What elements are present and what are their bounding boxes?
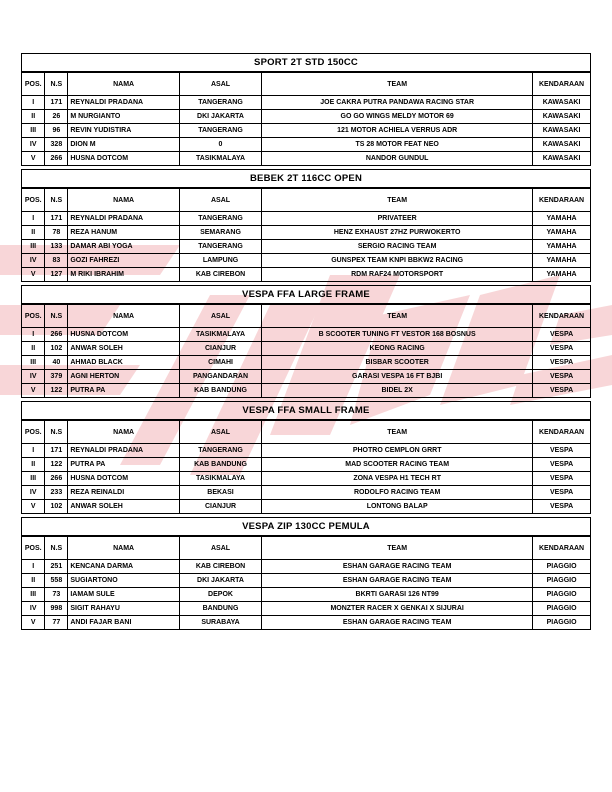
table-row bbox=[22, 486, 590, 500]
cell-pos: III bbox=[22, 240, 45, 254]
cell-asal: TANGERANG bbox=[179, 444, 261, 458]
cell-kendaraan: VESPA bbox=[533, 356, 590, 370]
column-header-ns: N.S bbox=[45, 537, 68, 560]
cell-kendaraan: VESPA bbox=[533, 342, 590, 356]
cell-asal: PANGANDARAN bbox=[179, 370, 261, 384]
table-row bbox=[22, 472, 590, 486]
cell-team: KEONG RACING bbox=[262, 342, 533, 356]
results-document bbox=[21, 53, 591, 633]
column-header-asal: ASAL bbox=[179, 537, 261, 560]
cell-nama: M NURGIANTO bbox=[68, 110, 180, 124]
cell-pos: V bbox=[22, 268, 45, 282]
cell-ns: 171 bbox=[45, 444, 68, 458]
cell-pos: IV bbox=[22, 370, 45, 384]
cell-ns: 266 bbox=[45, 152, 68, 166]
cell-nama: REYNALDI PRADANA bbox=[68, 444, 180, 458]
table-row bbox=[22, 254, 590, 268]
table-row bbox=[22, 110, 590, 124]
cell-asal: KAB CIREBON bbox=[179, 268, 261, 282]
column-header-kendaraan: KENDARAAN bbox=[533, 305, 590, 328]
cell-team: 121 MOTOR ACHIELA VERRUS ADR bbox=[262, 124, 533, 138]
cell-asal: TANGERANG bbox=[179, 96, 261, 110]
cell-team: NANDOR GUNDUL bbox=[262, 152, 533, 166]
cell-asal: DKI JAKARTA bbox=[179, 110, 261, 124]
cell-ns: 998 bbox=[45, 602, 68, 616]
cell-team: ESHAN GARAGE RACING TEAM bbox=[262, 574, 533, 588]
cell-pos: II bbox=[22, 574, 45, 588]
results-table bbox=[22, 72, 590, 165]
section-title: VESPA FFA SMALL FRAME bbox=[22, 402, 590, 420]
table-row bbox=[22, 328, 590, 342]
cell-kendaraan: PIAGGIO bbox=[533, 574, 590, 588]
section-title: VESPA FFA LARGE FRAME bbox=[22, 286, 590, 304]
cell-ns: 96 bbox=[45, 124, 68, 138]
cell-ns: 171 bbox=[45, 212, 68, 226]
cell-ns: 122 bbox=[45, 458, 68, 472]
cell-nama: ANDI FAJAR BANI bbox=[68, 616, 180, 630]
column-header-nama: NAMA bbox=[68, 73, 180, 96]
cell-kendaraan: YAMAHA bbox=[533, 240, 590, 254]
cell-ns: 251 bbox=[45, 560, 68, 574]
table-row bbox=[22, 356, 590, 370]
cell-pos: IV bbox=[22, 138, 45, 152]
table-row bbox=[22, 574, 590, 588]
cell-kendaraan: VESPA bbox=[533, 500, 590, 514]
column-header-nama: NAMA bbox=[68, 189, 180, 212]
cell-asal: KAB BANDUNG bbox=[179, 384, 261, 398]
cell-team: RDM RAF24 MOTORSPORT bbox=[262, 268, 533, 282]
cell-nama: REVIN YUDISTIRA bbox=[68, 124, 180, 138]
cell-pos: II bbox=[22, 226, 45, 240]
cell-kendaraan: YAMAHA bbox=[533, 268, 590, 282]
cell-team: JOE CAKRA PUTRA PANDAWA RACING STAR bbox=[262, 96, 533, 110]
table-row bbox=[22, 124, 590, 138]
cell-nama: REYNALDI PRADANA bbox=[68, 96, 180, 110]
cell-pos: V bbox=[22, 152, 45, 166]
cell-pos: II bbox=[22, 458, 45, 472]
cell-ns: 83 bbox=[45, 254, 68, 268]
cell-team: MONZTER RACER X GENKAI X SIJURAI bbox=[262, 602, 533, 616]
cell-ns: 233 bbox=[45, 486, 68, 500]
cell-team: ESHAN GARAGE RACING TEAM bbox=[262, 616, 533, 630]
cell-kendaraan: KAWASAKI bbox=[533, 152, 590, 166]
table-row bbox=[22, 212, 590, 226]
column-header-asal: ASAL bbox=[179, 305, 261, 328]
cell-nama: GOZI FAHREZI bbox=[68, 254, 180, 268]
cell-asal: TASIKMALAYA bbox=[179, 328, 261, 342]
column-header-team: TEAM bbox=[262, 73, 533, 96]
cell-pos: V bbox=[22, 616, 45, 630]
cell-team: PHOTRO CEMPLON GRRT bbox=[262, 444, 533, 458]
cell-team: ESHAN GARAGE RACING TEAM bbox=[262, 560, 533, 574]
cell-ns: 102 bbox=[45, 342, 68, 356]
results-section bbox=[21, 169, 591, 282]
cell-team: GARASI VESPA 16 FT BJBI bbox=[262, 370, 533, 384]
cell-pos: III bbox=[22, 356, 45, 370]
cell-kendaraan: PIAGGIO bbox=[533, 616, 590, 630]
cell-kendaraan: YAMAHA bbox=[533, 212, 590, 226]
cell-nama: M RIKI IBRAHIM bbox=[68, 268, 180, 282]
column-header-team: TEAM bbox=[262, 189, 533, 212]
cell-team: SERGIO RACING TEAM bbox=[262, 240, 533, 254]
table-row bbox=[22, 458, 590, 472]
cell-kendaraan: KAWASAKI bbox=[533, 138, 590, 152]
section-title: SPORT 2T STD 150CC bbox=[22, 54, 590, 72]
cell-kendaraan: VESPA bbox=[533, 458, 590, 472]
column-header-pos: POS. bbox=[22, 537, 45, 560]
cell-pos: V bbox=[22, 500, 45, 514]
column-header-ns: N.S bbox=[45, 305, 68, 328]
table-row bbox=[22, 138, 590, 152]
cell-ns: 40 bbox=[45, 356, 68, 370]
column-header-team: TEAM bbox=[262, 537, 533, 560]
column-header-pos: POS. bbox=[22, 189, 45, 212]
cell-ns: 133 bbox=[45, 240, 68, 254]
cell-nama: KENCANA DARMA bbox=[68, 560, 180, 574]
column-header-asal: ASAL bbox=[179, 73, 261, 96]
cell-kendaraan: PIAGGIO bbox=[533, 588, 590, 602]
cell-team: B SCOOTER TUNING FT VESTOR 168 BOSNUS bbox=[262, 328, 533, 342]
cell-ns: 102 bbox=[45, 500, 68, 514]
column-header-kendaraan: KENDARAAN bbox=[533, 189, 590, 212]
cell-asal: TASIKMALAYA bbox=[179, 152, 261, 166]
cell-asal: BANDUNG bbox=[179, 602, 261, 616]
cell-nama: PUTRA PA bbox=[68, 384, 180, 398]
results-section bbox=[21, 401, 591, 514]
cell-kendaraan: KAWASAKI bbox=[533, 124, 590, 138]
table-row bbox=[22, 152, 590, 166]
column-header-kendaraan: KENDARAAN bbox=[533, 537, 590, 560]
cell-nama: DAMAR ABI YOGA bbox=[68, 240, 180, 254]
results-section bbox=[21, 53, 591, 166]
cell-nama: HUSNA DOTCOM bbox=[68, 152, 180, 166]
cell-asal: CIANJUR bbox=[179, 342, 261, 356]
cell-kendaraan: VESPA bbox=[533, 384, 590, 398]
cell-pos: II bbox=[22, 342, 45, 356]
cell-nama: AHMAD BLACK bbox=[68, 356, 180, 370]
cell-nama: REZA REINALDI bbox=[68, 486, 180, 500]
header-row bbox=[22, 305, 590, 328]
cell-kendaraan: VESPA bbox=[533, 370, 590, 384]
cell-nama: HUSNA DOTCOM bbox=[68, 328, 180, 342]
cell-kendaraan: VESPA bbox=[533, 328, 590, 342]
results-table bbox=[22, 420, 590, 513]
results-table bbox=[22, 536, 590, 629]
cell-team: PRIVATEER bbox=[262, 212, 533, 226]
cell-pos: I bbox=[22, 444, 45, 458]
cell-nama: SIGIT RAHAYU bbox=[68, 602, 180, 616]
cell-asal: BEKASI bbox=[179, 486, 261, 500]
cell-asal: KAB BANDUNG bbox=[179, 458, 261, 472]
cell-ns: 328 bbox=[45, 138, 68, 152]
cell-team: LONTONG BALAP bbox=[262, 500, 533, 514]
cell-team: BISBAR SCOOTER bbox=[262, 356, 533, 370]
cell-pos: I bbox=[22, 328, 45, 342]
cell-nama: PUTRA PA bbox=[68, 458, 180, 472]
cell-asal: DEPOK bbox=[179, 588, 261, 602]
table-row bbox=[22, 602, 590, 616]
column-header-pos: POS. bbox=[22, 73, 45, 96]
cell-nama: DION M bbox=[68, 138, 180, 152]
cell-asal: TANGERANG bbox=[179, 212, 261, 226]
cell-team: RODOLFO RACING TEAM bbox=[262, 486, 533, 500]
cell-team: HENZ EXHAUST 27HZ PURWOKERTO bbox=[262, 226, 533, 240]
cell-asal: KAB CIREBON bbox=[179, 560, 261, 574]
header-row bbox=[22, 73, 590, 96]
table-row bbox=[22, 342, 590, 356]
cell-asal: TANGERANG bbox=[179, 124, 261, 138]
table-row bbox=[22, 96, 590, 110]
results-table bbox=[22, 304, 590, 397]
table-row bbox=[22, 616, 590, 630]
cell-asal: TANGERANG bbox=[179, 240, 261, 254]
cell-asal: CIANJUR bbox=[179, 500, 261, 514]
column-header-pos: POS. bbox=[22, 305, 45, 328]
cell-pos: III bbox=[22, 472, 45, 486]
table-row bbox=[22, 588, 590, 602]
section-title: BEBEK 2T 116CC OPEN bbox=[22, 170, 590, 188]
cell-nama: REYNALDI PRADANA bbox=[68, 212, 180, 226]
cell-pos: III bbox=[22, 124, 45, 138]
cell-team: GUNSPEX TEAM KNPI BBKW2 RACING bbox=[262, 254, 533, 268]
results-section bbox=[21, 517, 591, 630]
cell-team: ZONA VESPA H1 TECH RT bbox=[262, 472, 533, 486]
column-header-ns: N.S bbox=[45, 421, 68, 444]
cell-nama: SUGIARTONO bbox=[68, 574, 180, 588]
cell-asal: LAMPUNG bbox=[179, 254, 261, 268]
cell-kendaraan: KAWASAKI bbox=[533, 96, 590, 110]
cell-ns: 379 bbox=[45, 370, 68, 384]
header-row bbox=[22, 189, 590, 212]
cell-pos: II bbox=[22, 110, 45, 124]
cell-team: TS 28 MOTOR FEAT NEO bbox=[262, 138, 533, 152]
cell-pos: IV bbox=[22, 254, 45, 268]
column-header-asal: ASAL bbox=[179, 189, 261, 212]
cell-pos: I bbox=[22, 96, 45, 110]
cell-nama: HUSNA DOTCOM bbox=[68, 472, 180, 486]
table-row bbox=[22, 240, 590, 254]
cell-kendaraan: PIAGGIO bbox=[533, 602, 590, 616]
cell-team: GO GO WINGS MELDY MOTOR 69 bbox=[262, 110, 533, 124]
cell-pos: IV bbox=[22, 486, 45, 500]
cell-pos: V bbox=[22, 384, 45, 398]
table-row bbox=[22, 384, 590, 398]
results-section bbox=[21, 285, 591, 398]
cell-team: BIDEL 2X bbox=[262, 384, 533, 398]
cell-ns: 77 bbox=[45, 616, 68, 630]
column-header-ns: N.S bbox=[45, 189, 68, 212]
cell-kendaraan: KAWASAKI bbox=[533, 110, 590, 124]
cell-asal: SURABAYA bbox=[179, 616, 261, 630]
cell-asal: 0 bbox=[179, 138, 261, 152]
column-header-ns: N.S bbox=[45, 73, 68, 96]
cell-kendaraan: VESPA bbox=[533, 444, 590, 458]
cell-asal: CIMAHI bbox=[179, 356, 261, 370]
cell-asal: SEMARANG bbox=[179, 226, 261, 240]
cell-pos: III bbox=[22, 588, 45, 602]
table-row bbox=[22, 500, 590, 514]
cell-ns: 122 bbox=[45, 384, 68, 398]
cell-nama: AGNI HERTON bbox=[68, 370, 180, 384]
cell-kendaraan: PIAGGIO bbox=[533, 560, 590, 574]
table-row bbox=[22, 268, 590, 282]
cell-ns: 26 bbox=[45, 110, 68, 124]
cell-pos: I bbox=[22, 560, 45, 574]
table-row bbox=[22, 226, 590, 240]
column-header-kendaraan: KENDARAAN bbox=[533, 421, 590, 444]
cell-ns: 73 bbox=[45, 588, 68, 602]
column-header-team: TEAM bbox=[262, 305, 533, 328]
table-row bbox=[22, 560, 590, 574]
cell-nama: ANWAR SOLEH bbox=[68, 500, 180, 514]
cell-asal: TASIKMALAYA bbox=[179, 472, 261, 486]
column-header-nama: NAMA bbox=[68, 537, 180, 560]
cell-kendaraan: YAMAHA bbox=[533, 254, 590, 268]
cell-kendaraan: VESPA bbox=[533, 472, 590, 486]
column-header-kendaraan: KENDARAAN bbox=[533, 73, 590, 96]
column-header-asal: ASAL bbox=[179, 421, 261, 444]
column-header-pos: POS. bbox=[22, 421, 45, 444]
cell-nama: REZA HANUM bbox=[68, 226, 180, 240]
header-row bbox=[22, 537, 590, 560]
cell-ns: 266 bbox=[45, 328, 68, 342]
cell-team: BKRTI GARASI 126 NT99 bbox=[262, 588, 533, 602]
cell-asal: DKI JAKARTA bbox=[179, 574, 261, 588]
cell-ns: 558 bbox=[45, 574, 68, 588]
section-title: VESPA ZIP 130CC PEMULA bbox=[22, 518, 590, 536]
cell-nama: IAMAM SULE bbox=[68, 588, 180, 602]
cell-ns: 127 bbox=[45, 268, 68, 282]
cell-nama: ANWAR SOLEH bbox=[68, 342, 180, 356]
cell-pos: I bbox=[22, 212, 45, 226]
cell-ns: 171 bbox=[45, 96, 68, 110]
cell-kendaraan: YAMAHA bbox=[533, 226, 590, 240]
column-header-nama: NAMA bbox=[68, 421, 180, 444]
table-row bbox=[22, 370, 590, 384]
column-header-team: TEAM bbox=[262, 421, 533, 444]
cell-ns: 266 bbox=[45, 472, 68, 486]
column-header-nama: NAMA bbox=[68, 305, 180, 328]
cell-ns: 78 bbox=[45, 226, 68, 240]
table-row bbox=[22, 444, 590, 458]
cell-team: MAD SCOOTER RACING TEAM bbox=[262, 458, 533, 472]
header-row bbox=[22, 421, 590, 444]
cell-kendaraan: VESPA bbox=[533, 486, 590, 500]
cell-pos: IV bbox=[22, 602, 45, 616]
results-table bbox=[22, 188, 590, 281]
